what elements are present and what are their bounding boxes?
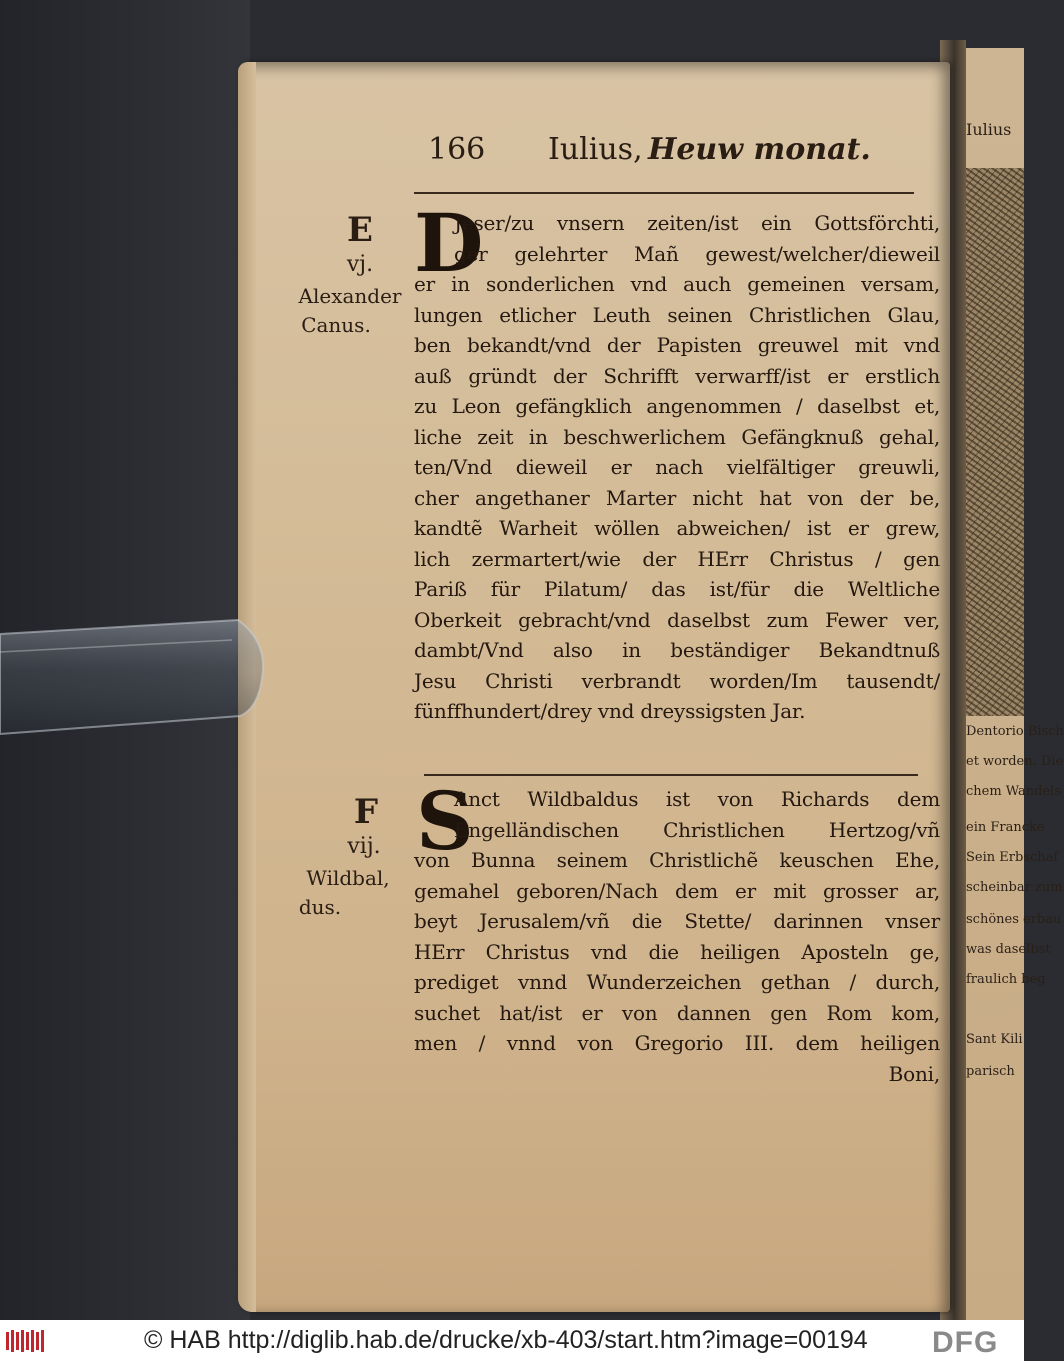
text-line: suchet hat/ist er von dannen gen Rom kom, — [414, 1000, 940, 1025]
dropcap-d: D — [414, 196, 484, 290]
text-line: ger gelehrter Mañ gewest/welcher/dieweil — [454, 241, 940, 266]
text-line: dambt/Vnd also in beständiger Bekandtnuß — [414, 638, 940, 662]
text-line: HErr Christus vnd die heiligen Aposteln ge, — [414, 939, 940, 964]
text-line: fünffhundert/drey vnd dreyssigsten Jar. — [414, 699, 806, 723]
text-line: von Bunna seinem Christlichẽ keuschen Ehe, — [414, 848, 940, 872]
page-number: 166 — [428, 132, 486, 167]
text-line: Engelländischen Christlichen Hertzog/vñ — [454, 817, 940, 842]
entry-alexander-canus — [414, 208, 940, 727]
entry-wildbaldus — [414, 784, 940, 1089]
header-rule — [414, 192, 914, 194]
running-header — [0, 132, 1024, 172]
margin-name-line1-f: Wildbal, — [306, 866, 390, 890]
dfg-logo: DFG — [932, 1326, 999, 1359]
text-line: Jeser/zu vnsern zeiten/ist ein Gottsförchti, — [454, 211, 940, 235]
text-line: zu Leon gefängklich angenommen / daselbst et, — [414, 394, 940, 418]
text-line: lungen etlicher Leuth seinen Christlichen Glau, — [414, 302, 940, 327]
text-line: Pariß für Pilatum/ das ist/für die Weltliche — [414, 577, 940, 601]
text-line: Oberkeit gebracht/vnd daselbst zum Fewer ver, — [414, 607, 940, 632]
text-line: Jesu Christi verbrandt worden/Im tausendt/ — [414, 668, 940, 693]
margin-name-line2-f: dus. — [298, 895, 342, 919]
margin-letter-f: F — [353, 792, 379, 832]
text-line: ben bekandt/vnd der Papisten greuwel mit vnd — [414, 333, 940, 357]
header-month: Iulius, — [548, 132, 643, 167]
facing-page-text-fragment: Dentorio Bisch — [966, 724, 1064, 739]
text-line: auß gründt der Schrifft verwarff/ist er erstlich — [414, 363, 940, 388]
footer-bar — [0, 1320, 1024, 1361]
text-line: lich zermartert/wie der HErr Christus / gen — [414, 546, 940, 571]
margin-letter-e: E — [347, 210, 373, 250]
text-line: Anct Wildbaldus ist von Richards dem — [454, 787, 940, 811]
facing-page-text-fragment: fraulich beg — [966, 972, 1046, 987]
glass-clip — [0, 612, 272, 740]
text-line: gemahel geboren/Nach dem er mit grosser ar, — [414, 878, 940, 903]
facing-page-text-fragment: was daselbst — [966, 942, 1051, 957]
hab-logo-icon — [4, 1328, 46, 1354]
facing-page-text-fragment: schönes erbau — [966, 912, 1062, 927]
copyright-link[interactable]: © HAB http://diglib.hab.de/drucke/xb-403/start.htm?image=00194 — [144, 1326, 868, 1354]
facing-page-text-fragment: Sein Erbschaf — [966, 850, 1059, 865]
text-line: ten/Vnd dieweil er nach vielfältiger greuwli, — [414, 455, 940, 479]
text-line: prediget vnnd Wunderzeichen gethan / durch, — [414, 970, 940, 994]
facing-page-text-fragment: Sant Kili — [966, 1032, 1023, 1047]
margin-name-line1-e: Alexander — [298, 284, 402, 308]
margin-name-line2-e: Canus. — [301, 313, 371, 337]
margin-number-e: vj. — [346, 252, 374, 277]
header-title: Heuw monat. — [648, 132, 871, 167]
catchword: Boni, — [888, 1061, 940, 1086]
margin-number-f: vij. — [347, 834, 381, 859]
facing-page-text-fragment: ein Francke — [966, 820, 1045, 835]
facing-page-header: Iulius — [966, 120, 1012, 139]
text-line: cher angethaner Marter nicht hat von der be, — [414, 485, 940, 510]
text-line: men / vnnd von Gregorio III. dem heiligen — [414, 1031, 940, 1055]
woodcut-illustration — [962, 168, 1024, 716]
facing-page-text-fragment: et worden. Die — [966, 754, 1064, 769]
text-line: kandtẽ Warheit wöllen abweichen/ ist er grew, — [414, 516, 940, 540]
text-line: liche zeit in beschwerlichem Gefängknuß gehal, — [414, 424, 940, 449]
dropcap-s: S — [416, 774, 474, 868]
facing-page-text-fragment: scheinbar zum — [966, 880, 1063, 895]
text-line: beyt Jerusalem/vñ die Stette/ darinnen vnser — [414, 909, 940, 933]
facing-page-text-fragment: parisch — [966, 1064, 1015, 1079]
section-rule — [424, 774, 918, 776]
facing-page-text-fragment: chem Wandels — [966, 784, 1062, 799]
text-line: er in sonderlichen vnd auch gemeinen versam, — [414, 272, 940, 296]
